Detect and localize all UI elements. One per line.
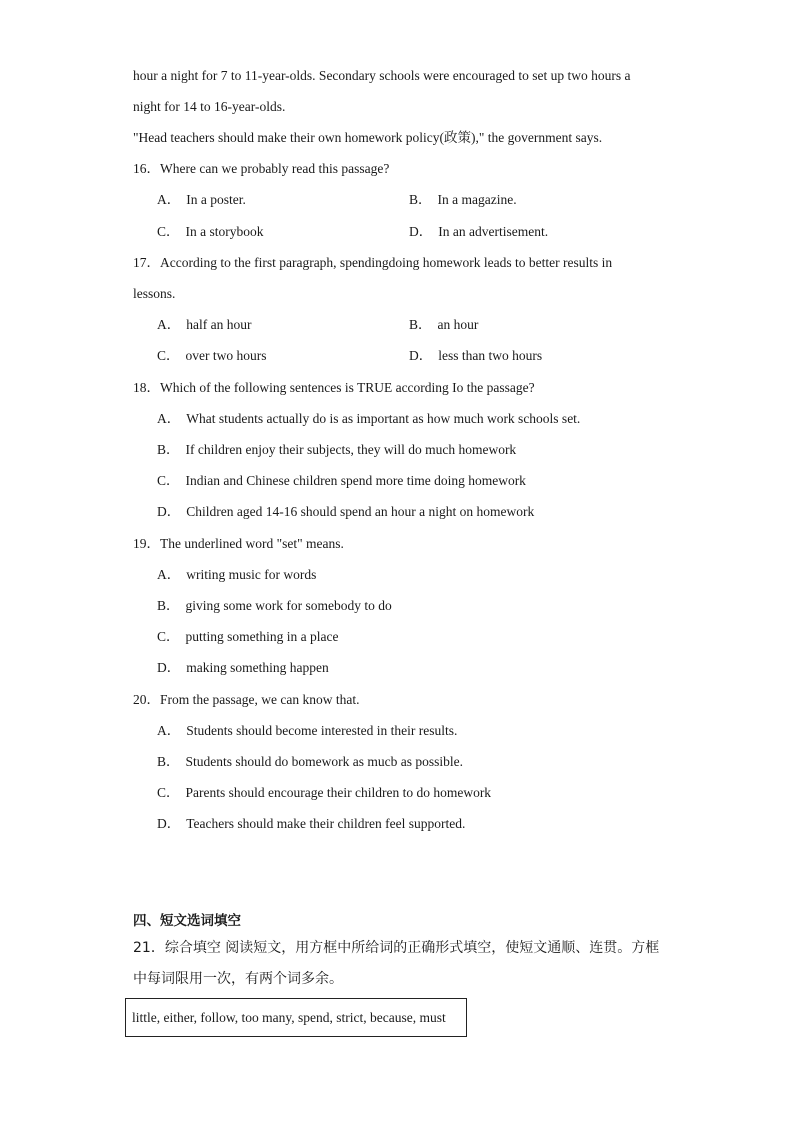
question-20-option-d[interactable] (157, 815, 465, 833)
passage-line: night for 14 to 16-year-olds. (133, 99, 286, 114)
option-text: making something happen (186, 660, 329, 675)
question-17-stem-cont: lessons. (133, 286, 176, 301)
option-text: In an advertisement. (438, 224, 549, 239)
question-17-option-b[interactable] (409, 316, 478, 334)
question-19-option-b[interactable] (157, 597, 392, 615)
option-letter: C． (157, 348, 180, 363)
question-19-option-d[interactable] (157, 659, 329, 677)
option-letter: D． (409, 224, 433, 239)
option-letter: B． (409, 192, 432, 207)
question-19-option-c[interactable] (157, 628, 339, 646)
option-letter: A． (157, 567, 181, 582)
option-text: over two hours (185, 348, 267, 363)
option-letter: C． (157, 473, 180, 488)
option-text: In a poster. (186, 192, 246, 207)
question-21-instruction-cont: 中每词限用一次，有两个词多余。 (133, 971, 343, 987)
question-18-option-d[interactable] (157, 503, 534, 521)
question-16-option-d[interactable] (409, 223, 548, 241)
option-letter: A． (157, 317, 181, 332)
option-text: putting something in a place (185, 629, 339, 644)
option-text: In a storybook (185, 224, 264, 239)
question-18-stem: 18．Which of the following sentences is TRUE according Io the passage? (133, 380, 535, 395)
option-letter: D． (157, 660, 181, 675)
question-16-stem: 16．Where can we probably read this passage? (133, 161, 390, 176)
option-letter: C． (157, 629, 180, 644)
option-text: In a magazine. (437, 192, 517, 207)
word-bank-box: little, either, follow, too many, spend, strict, because, must (125, 998, 467, 1037)
option-letter: A． (157, 411, 181, 426)
question-19-option-a[interactable] (157, 566, 316, 584)
option-text: Teachers should make their children feel supported. (186, 816, 466, 831)
option-letter: B． (409, 317, 432, 332)
passage-line: "Head teachers should make their own homework policy(政策)," the government says. (133, 130, 603, 145)
option-text: giving some work for somebody to do (185, 598, 392, 613)
option-letter: B． (157, 598, 180, 613)
option-letter: B． (157, 754, 180, 769)
question-20-option-b[interactable] (157, 753, 463, 771)
option-text: Parents should encourage their children to do homework (185, 785, 492, 800)
question-20-option-c[interactable] (157, 784, 491, 802)
option-text: writing music for words (186, 567, 317, 582)
option-letter: C． (157, 224, 180, 239)
section-heading: 四、短文选词填空 (133, 913, 241, 929)
question-17-option-a[interactable] (157, 316, 251, 334)
option-text: Children aged 14-16 should spend an hour a night on homework (186, 504, 535, 519)
question-16-option-a[interactable] (157, 191, 246, 209)
question-17-option-d[interactable] (409, 347, 542, 365)
question-19-stem: 19．The underlined word "set" means. (133, 536, 344, 551)
option-letter: D． (157, 504, 181, 519)
option-text: Students should do bomework as mucb as possible. (185, 754, 463, 769)
option-text: half an hour (186, 317, 252, 332)
option-text: If children enjoy their subjects, they will do much homework (185, 442, 517, 457)
option-letter: D． (409, 348, 433, 363)
option-text: less than two hours (438, 348, 543, 363)
question-18-option-a[interactable] (157, 410, 580, 428)
question-20-option-a[interactable] (157, 722, 457, 740)
option-letter: B． (157, 442, 180, 457)
option-letter: A． (157, 723, 181, 738)
option-letter: D． (157, 816, 181, 831)
option-letter: A． (157, 192, 181, 207)
question-20-stem: 20．From the passage, we can know that. (133, 692, 360, 707)
option-text: Indian and Chinese children spend more time doing homework (185, 473, 526, 488)
question-17-stem: 17．According to the first paragraph, spendingdoing homework leads to better results in (133, 255, 613, 270)
option-text: an hour (437, 317, 479, 332)
question-16-option-b[interactable] (409, 191, 517, 209)
question-18-option-c[interactable] (157, 472, 526, 490)
option-text: What students actually do is as important as how much work schools set. (186, 411, 581, 426)
question-18-option-b[interactable] (157, 441, 516, 459)
question-16-option-c[interactable] (157, 223, 264, 241)
passage-line: hour a night for 7 to 11-year-olds. Secondary schools were encouraged to set up two hours a (133, 68, 631, 83)
question-17-option-c[interactable] (157, 347, 267, 365)
question-21-instruction: 21．综合填空 阅读短文，用方框中所给词的正确形式填空，使短文通顺、连贯。方框 (133, 940, 660, 956)
option-letter: C． (157, 785, 180, 800)
option-text: Students should become interested in their results. (186, 723, 458, 738)
